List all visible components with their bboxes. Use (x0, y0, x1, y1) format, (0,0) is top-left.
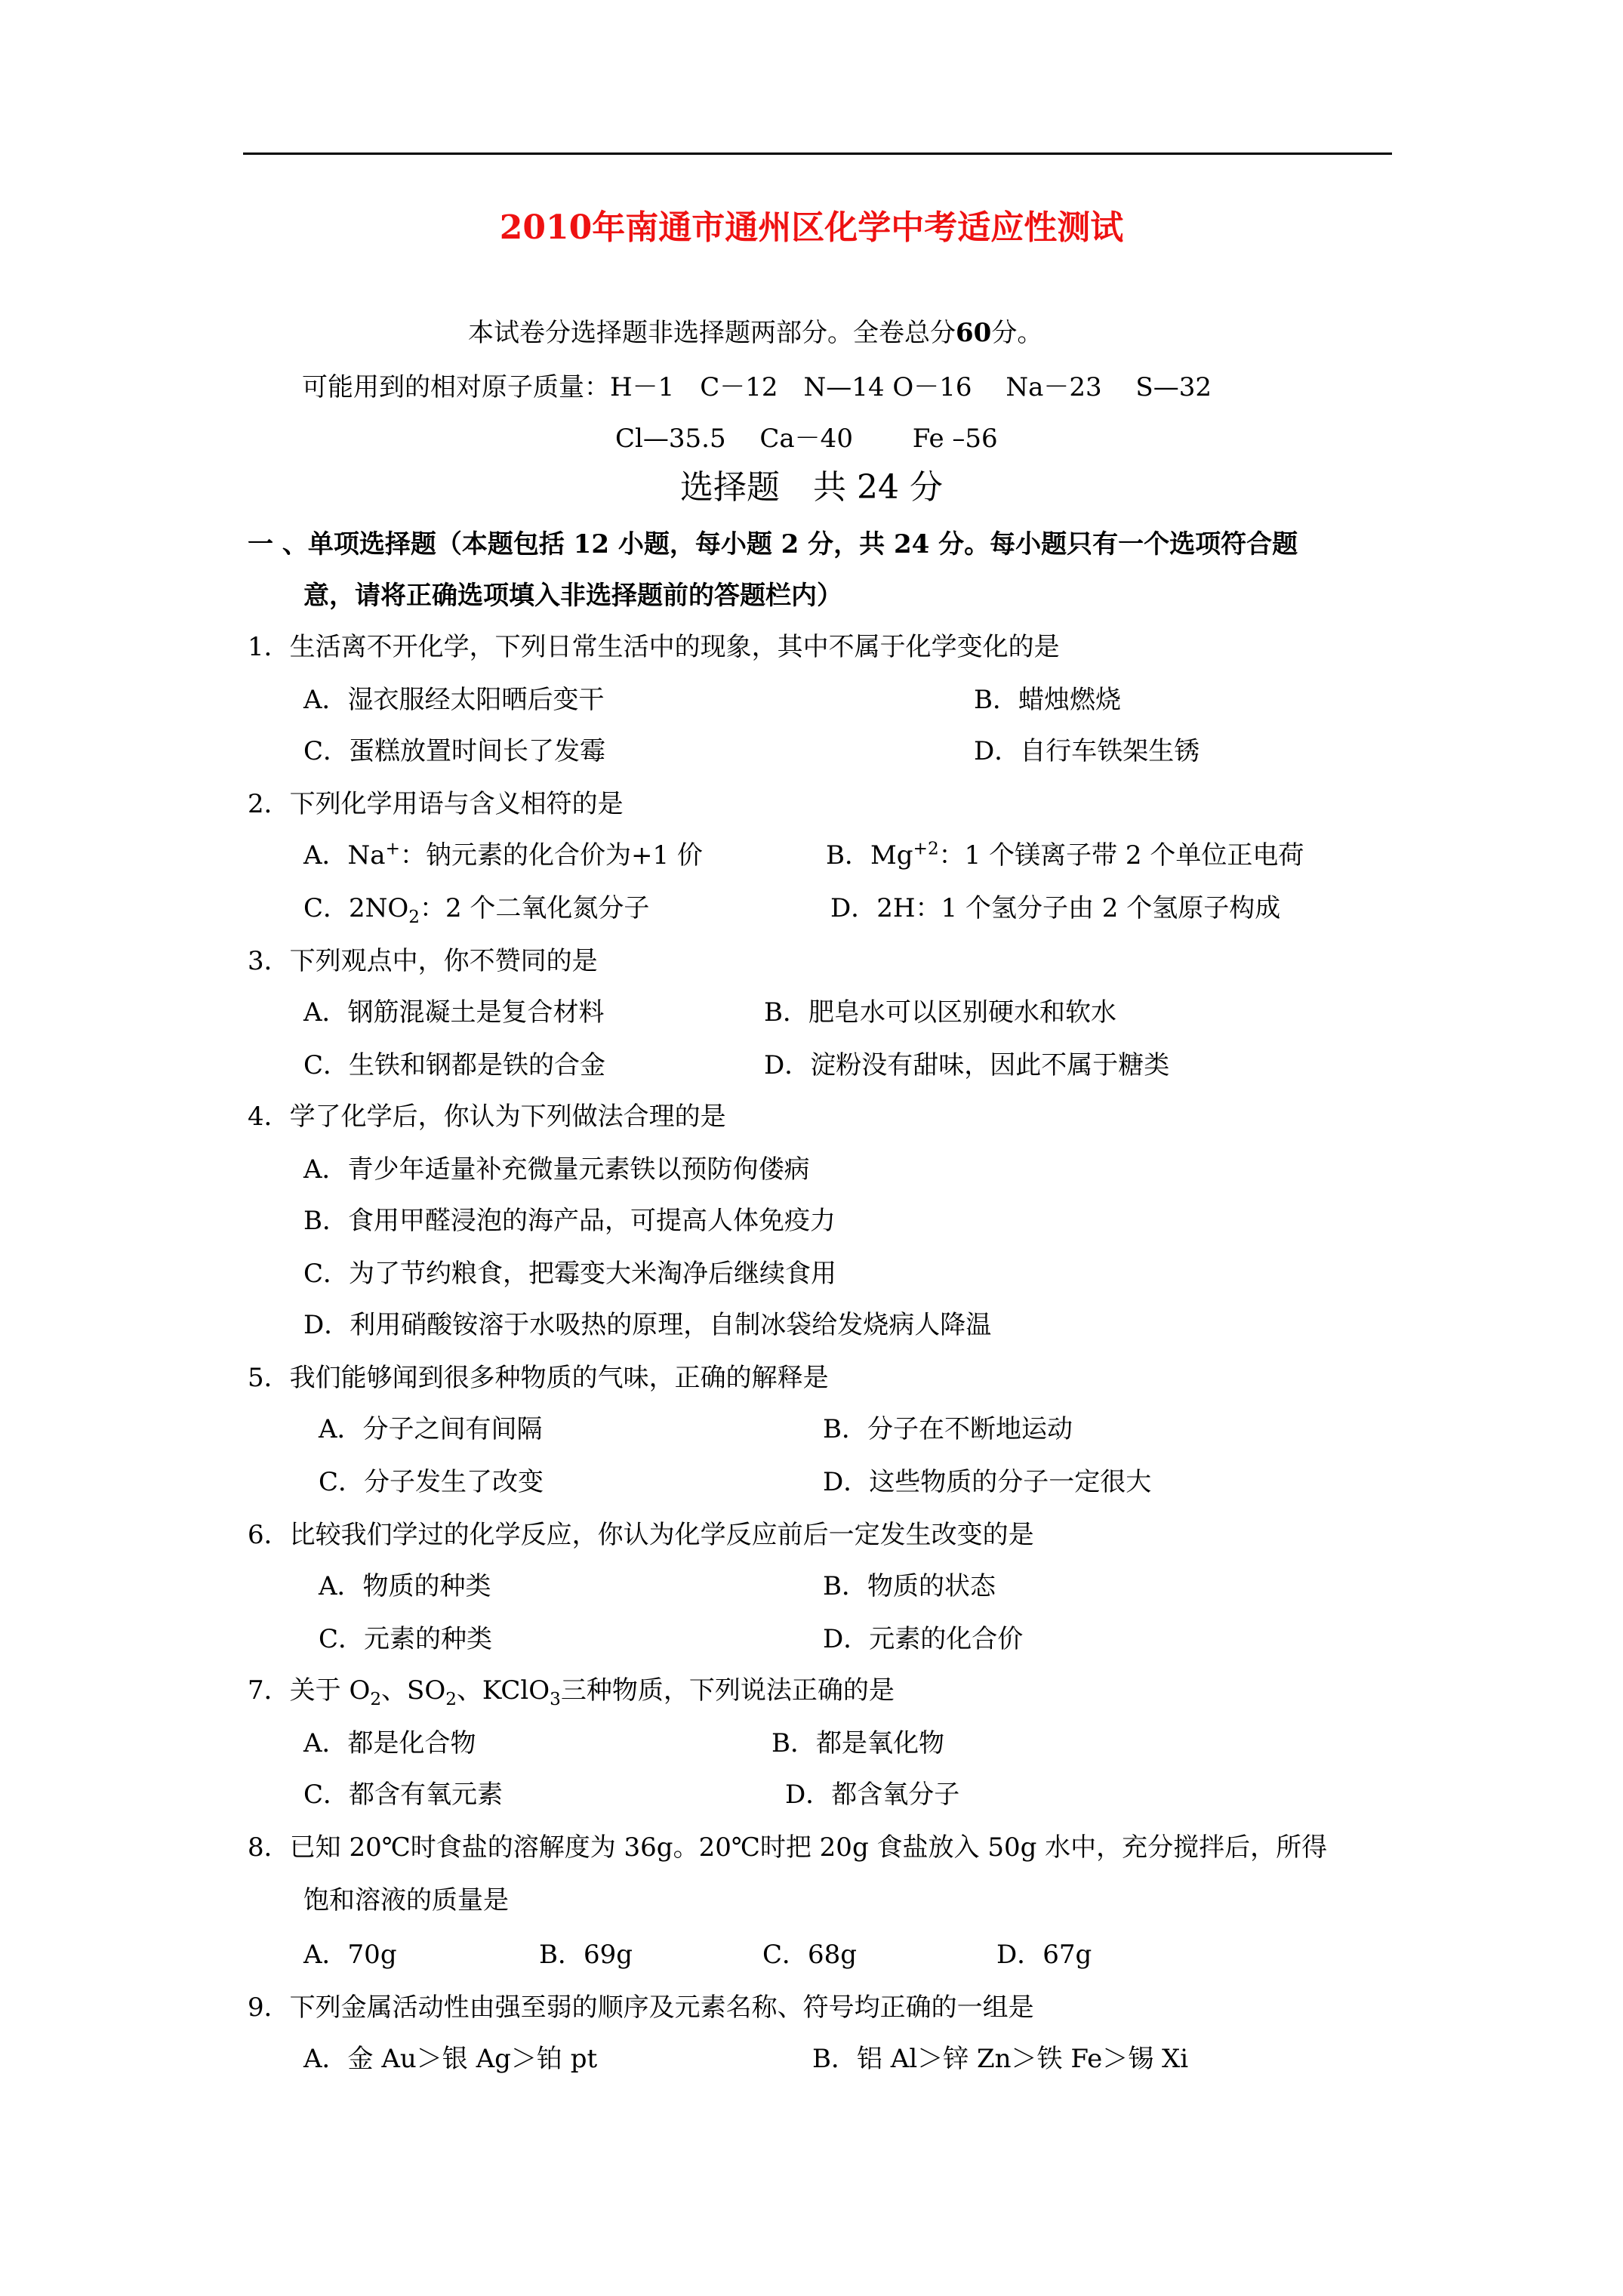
q7-text-1: 7．关于 O (248, 1675, 371, 1706)
question-4-option-b: B．食用甲醛浸泡的海产品，可提高人体免疫力 (303, 1206, 836, 1236)
question-2-option-d: D．2H：1 个氢分子由 2 个氢原子构成 (830, 893, 1281, 923)
q2a-sup: + (385, 839, 400, 859)
question-1-option-d: D．自行车铁架生锈 (974, 736, 1200, 766)
question-3-option-a: A．钢筋混凝土是复合材料 (303, 997, 605, 1028)
q7-text-3: 、KClO (456, 1675, 550, 1706)
q7-sub-1: 2 (370, 1689, 382, 1709)
question-2-option-c (303, 891, 649, 926)
atomic-mass-line-2: Cl—35.5 Ca－40 Fe –56 (615, 424, 998, 454)
q2b-sup: +2 (913, 839, 939, 859)
q2b-pre: B．Mg (826, 840, 913, 871)
intro-prefix: 本试卷分选择题非选择题两部分。全卷总分 (468, 318, 956, 348)
exam-title: 2010年南通市通州区化学中考适应性测试 (499, 208, 1124, 247)
q7-text-4: 三种物质，下列说法正确的是 (560, 1675, 895, 1706)
q7-sub-2: 2 (445, 1689, 457, 1709)
q2b-post: ：1 个镁离子带 2 个单位正电荷 (938, 840, 1304, 871)
question-3-stem: 3．下列观点中，你不赞同的是 (248, 946, 598, 976)
intro-score: 60 (956, 318, 992, 348)
question-6-stem: 6．比较我们学过的化学反应，你认为化学反应前后一定发生改变的是 (248, 1520, 1034, 1550)
question-6-option-d: D．元素的化合价 (823, 1624, 1024, 1654)
q7-text-2: 、SO (381, 1675, 446, 1706)
question-6-option-c: C．元素的种类 (319, 1624, 493, 1654)
q2a-post: ：钠元素的化合价为+1 价 (399, 840, 703, 871)
question-9-stem: 9．下列金属活动性由强至弱的顺序及元素名称、符号均正确的一组是 (248, 1992, 1034, 2023)
section-instructions-line-1: 一 、单项选择题（本题包括 12 小题，每小题 2 分，共 24 分。每小题只有一个选项符合题 (248, 529, 1298, 559)
question-7-option-b: B．都是氧化物 (771, 1728, 944, 1758)
question-2-option-b (826, 838, 1304, 873)
intro-line (468, 316, 1042, 350)
question-7-option-c: C．都含有氧元素 (303, 1780, 504, 1810)
question-3-option-c: C．生铁和钢都是铁的合金 (303, 1050, 606, 1080)
header-rule (243, 153, 1392, 155)
question-8-option-a: A．70g (303, 1940, 397, 1970)
question-1-option-c: C．蛋糕放置时间长了发霉 (303, 736, 606, 766)
question-5-option-a: A．分子之间有间隔 (319, 1414, 543, 1444)
question-2-option-a (303, 838, 703, 873)
question-7-option-d: D．都含氧分子 (785, 1780, 960, 1810)
section-instructions-line-2: 意，请将正确选项填入非选择题前的答题栏内） (303, 581, 842, 611)
q7-sub-3: 3 (550, 1689, 561, 1709)
question-8-option-c: C．68g (762, 1940, 858, 1970)
question-1-stem: 1．生活离不开化学，下列日常生活中的现象，其中不属于化学变化的是 (248, 632, 1060, 662)
question-2-stem: 2．下列化学用语与含义相符的是 (248, 789, 624, 819)
question-9-option-a: A．金 Au＞银 Ag＞铂 pt (303, 2044, 598, 2074)
question-4-option-d: D．利用硝酸铵溶于水吸热的原理，自制冰袋给发烧病人降温 (303, 1310, 992, 1340)
question-7-stem (248, 1673, 895, 1708)
q2c-pre: C．2NO (303, 893, 409, 923)
question-8-stem-line-2: 饱和溶液的质量是 (303, 1885, 509, 1915)
question-8-option-d: D．67g (996, 1940, 1092, 1970)
question-4-option-c: C．为了节约粮食，把霉变大米淘净后继续食用 (303, 1259, 837, 1289)
intro-suffix: 分。 (991, 318, 1043, 348)
atomic-mass-line-1: 可能用到的相对原子质量：H－1 C－12 N—14 O－16 Na－23 S—32 (302, 372, 1212, 402)
question-9-option-b: B．铝 Al＞锌 Zn＞铁 Fe＞锡 Xi (812, 2044, 1189, 2074)
question-5-stem: 5．我们能够闻到很多种物质的气味，正确的解释是 (248, 1363, 829, 1393)
question-6-option-a: A．物质的种类 (319, 1571, 491, 1601)
q2a-pre: A．Na (303, 840, 386, 871)
question-1-option-a: A．湿衣服经太阳晒后变干 (303, 685, 605, 715)
question-1-option-b: B．蜡烛燃烧 (974, 685, 1121, 715)
q2c-post: ：2 个二氧化氮分子 (419, 893, 650, 923)
q2c-sub: 2 (408, 907, 420, 927)
question-5-option-b: B．分子在不断地运动 (823, 1414, 1073, 1444)
question-3-option-b: B．肥皂水可以区别硬水和软水 (764, 997, 1116, 1028)
question-8-stem-line-1: 8．已知 20℃时食盐的溶解度为 36g。20℃时把 20g 食盐放入 50g 水中，充分搅拌后，所得 (248, 1832, 1328, 1863)
question-6-option-b: B．物质的状态 (823, 1571, 996, 1601)
question-7-option-a: A．都是化合物 (303, 1728, 476, 1758)
section-title: 选择题 共 24 分 (680, 468, 943, 507)
question-5-option-c: C．分子发生了改变 (319, 1467, 544, 1497)
question-4-option-a: A．青少年适量补充微量元素铁以预防佝偻病 (303, 1154, 810, 1185)
question-4-stem: 4．学了化学后，你认为下列做法合理的是 (248, 1102, 726, 1132)
question-8-option-b: B．69g (539, 1940, 633, 1970)
question-5-option-d: D．这些物质的分子一定很大 (823, 1467, 1152, 1497)
question-3-option-d: D．淀粉没有甜味，因此不属于糖类 (764, 1050, 1170, 1080)
